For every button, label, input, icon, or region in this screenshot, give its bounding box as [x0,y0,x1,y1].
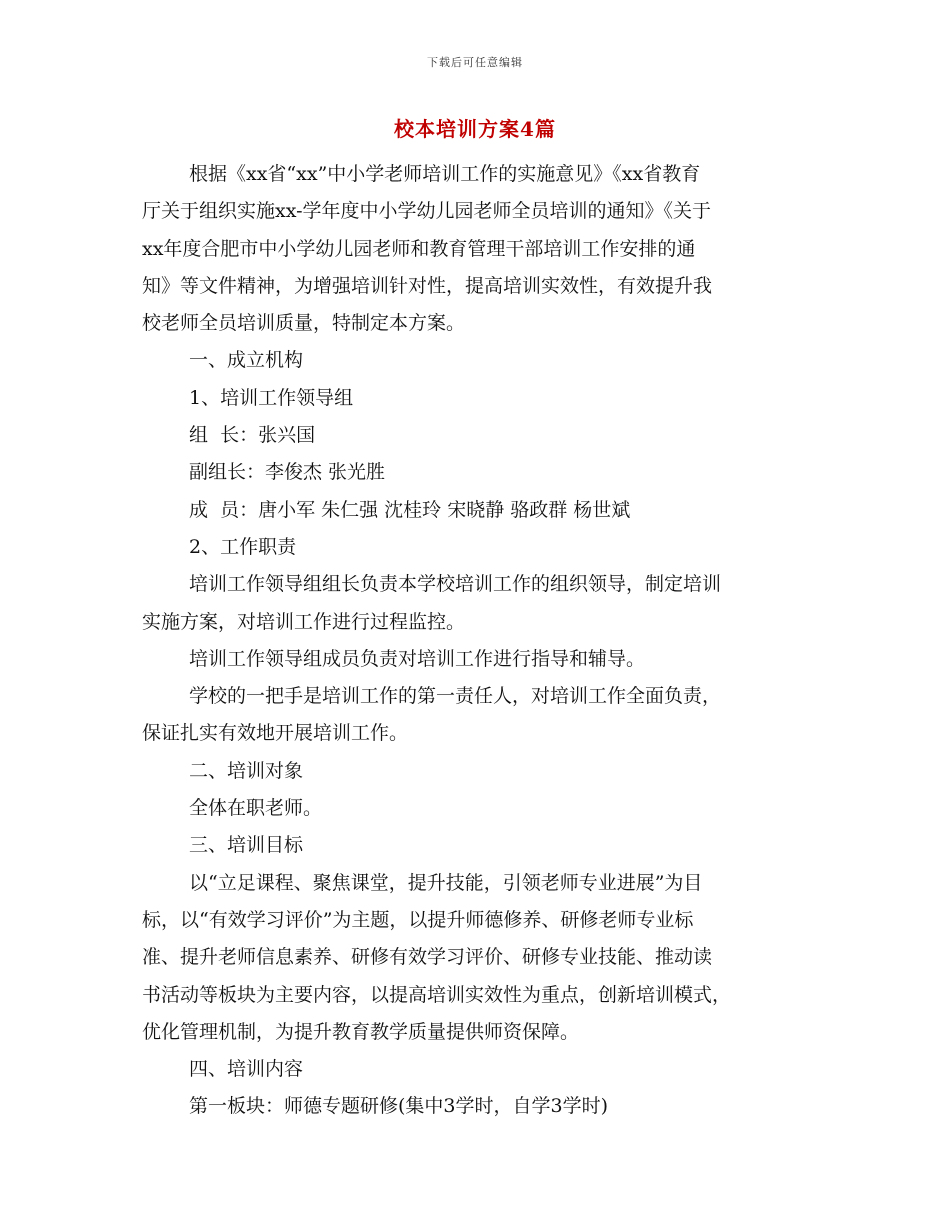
body-line: 培训工作领导组组长负责本学校培训工作的组织领导，制定培训 [189,573,722,596]
body-line: 知》等文件精神，为增强培训针对性，提高培训实效性，有效提升我 [142,274,713,297]
document-title: 校本培训方案4篇 [394,117,556,141]
body-line: xx年度合肥市中小学幼儿园老师和教育管理干部培训工作安排的通 [142,237,696,260]
body-line: 实施方案，对培训工作进行过程监控。 [142,610,466,633]
page-header-note: 下载后可任意编辑 [427,56,523,69]
section-heading: 三、培训目标 [189,834,304,857]
body-line: 以“立足课程、聚焦课堂，提升技能，引领老师专业进展”为目 [189,871,703,894]
body-line: 保证扎实有效地开展培训工作。 [142,722,409,745]
body-line: 成 员：唐小军 朱仁强 沈桂玲 宋晓静 骆政群 杨世斌 [189,498,631,521]
body-line: 校老师全员培训质量，特制定本方案。 [142,312,466,335]
body-line: 优化管理机制，为提升教育教学质量提供师资保障。 [142,1020,580,1043]
body-line: 副组长：李俊杰 张光胜 [189,461,386,484]
section-heading: 二、培训对象 [189,759,304,782]
body-line: 标，以“有效学习评价”为主题，以提升师德修养、研修老师专业标 [142,908,694,931]
body-line: 全体在职老师。 [189,797,323,820]
body-line: 厅关于组织实施xx-学年度中小学幼儿园老师全员培训的通知》《关于 [142,200,712,223]
body-line: 学校的一把手是培训工作的第一责任人，对培训工作全面负责， [189,685,722,708]
subsection-heading: 1、培训工作领导组 [189,386,354,409]
subsection-heading: 2、工作职责 [189,535,297,558]
body-line: 组 长：张兴国 [189,424,316,447]
body-line: 第一板块：师德专题研修(集中3学时，自学3学时) [189,1095,609,1118]
body-line: 根据《xx省“xx”中小学老师培训工作的实施意见》《xx省教育 [189,163,701,185]
body-line: 书活动等板块为主要内容，以提高培训实效性为重点，创新培训模式， [142,983,732,1006]
document-body [142,156,808,1126]
section-heading: 一、成立机构 [189,349,304,372]
section-heading: 四、培训内容 [189,1058,304,1081]
body-line: 培训工作领导组成员负责对培训工作进行指导和辅导。 [189,647,646,670]
body-line: 准、提升老师信息素养、研修有效学习评价、研修专业技能、推动读 [142,946,713,969]
